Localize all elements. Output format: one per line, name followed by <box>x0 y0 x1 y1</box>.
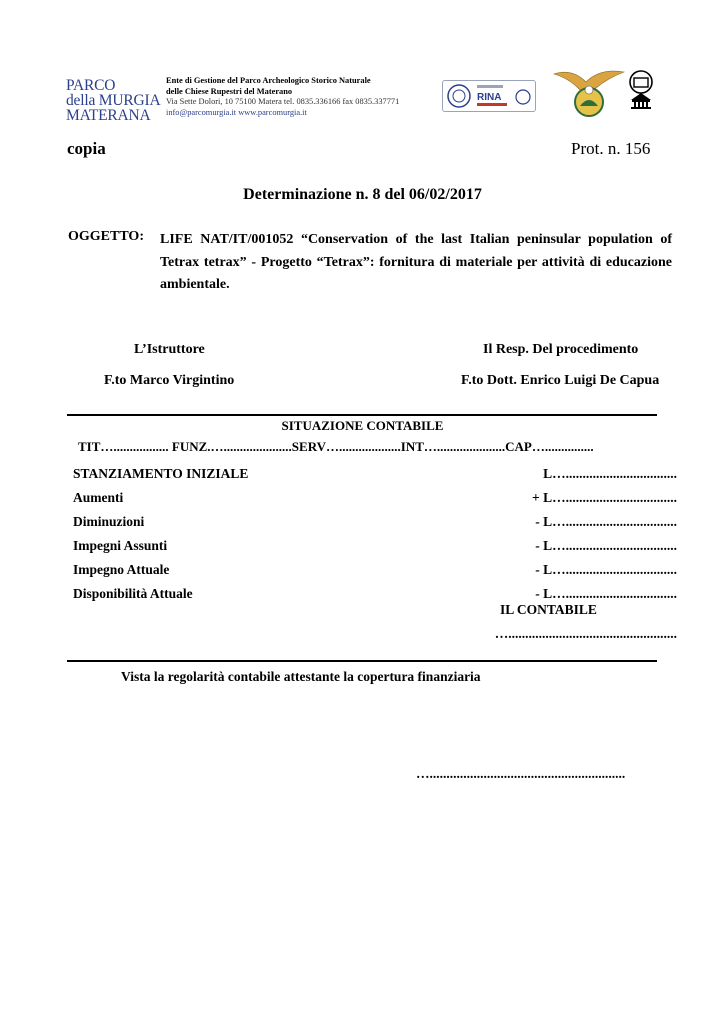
logo-line: della MURGIA <box>66 92 161 109</box>
section-divider <box>67 660 657 662</box>
accounting-row-label: Diminuzioni <box>73 514 145 529</box>
accounting-row-label: Disponibilità Attuale <box>73 586 193 601</box>
unesco-icon <box>627 70 655 110</box>
accounting-row-value: L…................................. <box>543 466 677 481</box>
accounting-row-value: + L…................................. <box>532 490 677 505</box>
accounting-row-label: Impegno Attuale <box>73 562 170 577</box>
section-divider <box>67 414 657 416</box>
cert-label: RINA <box>477 92 502 103</box>
financial-coverage-statement: Vista la regolarità contabile attestante la copertura finanziaria <box>121 669 481 684</box>
accountant-signature-line: ….................................................. <box>494 626 677 641</box>
ente-line: delle Chiese Rupestri del Materano <box>166 86 293 96</box>
accountant-label: IL CONTABILE <box>500 602 597 617</box>
accounting-row-value: - L…................................. <box>535 562 677 577</box>
accounting-row-value: - L…................................. <box>535 514 677 529</box>
accounting-row-label: STANZIAMENTO INIZIALE <box>73 466 249 481</box>
ente-line: Ente di Gestione del Parco Archeologico Storico Naturale <box>166 76 371 85</box>
final-signature-line: ….......................................................... <box>416 766 626 781</box>
park-logo <box>66 78 164 123</box>
istruttore-label: L’Istruttore <box>134 342 205 357</box>
ente-info <box>166 76 436 118</box>
ente-contacts: info@parcomurgia.it www.parcomurgia.it <box>166 107 307 117</box>
accounting-row-label: Impegni Assunti <box>73 538 168 553</box>
park-emblem-icon <box>552 66 626 118</box>
certification-badge <box>442 80 536 112</box>
logo-line: PARCO <box>66 77 116 94</box>
subject-text: LIFE NAT/IT/001052 “Conservation of the last Italian peninsular population of Tetrax tetrax” - Progetto “Tetrax”: fornitura di materiale per attività di educazione ambientale. <box>160 232 672 292</box>
accounting-row-label: Aumenti <box>73 490 124 505</box>
budget-codes: TIT…................. FUNZ.….....................SERV…...................INT….....................CAP…............... <box>78 439 594 454</box>
logo-line: MATERANA <box>66 107 151 124</box>
subject-label: OGGETTO: <box>68 229 144 244</box>
protocol-number: Prot. n. 156 <box>571 139 651 158</box>
responsabile-name: F.to Dott. Enrico Luigi De Capua <box>461 373 660 388</box>
responsabile-label: Il Resp. Del procedimento <box>483 342 639 357</box>
accounting-title: SITUAZIONE CONTABILE <box>281 418 444 433</box>
accounting-row-value: - L…................................. <box>535 538 677 553</box>
accounting-row-value: - L…................................. <box>535 586 677 601</box>
istruttore-name: F.to Marco Virgintino <box>104 373 235 388</box>
document-title: Determinazione n. 8 del 06/02/2017 <box>243 186 482 203</box>
ente-address: Via Sette Dolori, 10 75100 Matera tel. 0835.336166 fax 0835.337771 <box>166 97 400 106</box>
copy-label: copia <box>67 139 106 158</box>
